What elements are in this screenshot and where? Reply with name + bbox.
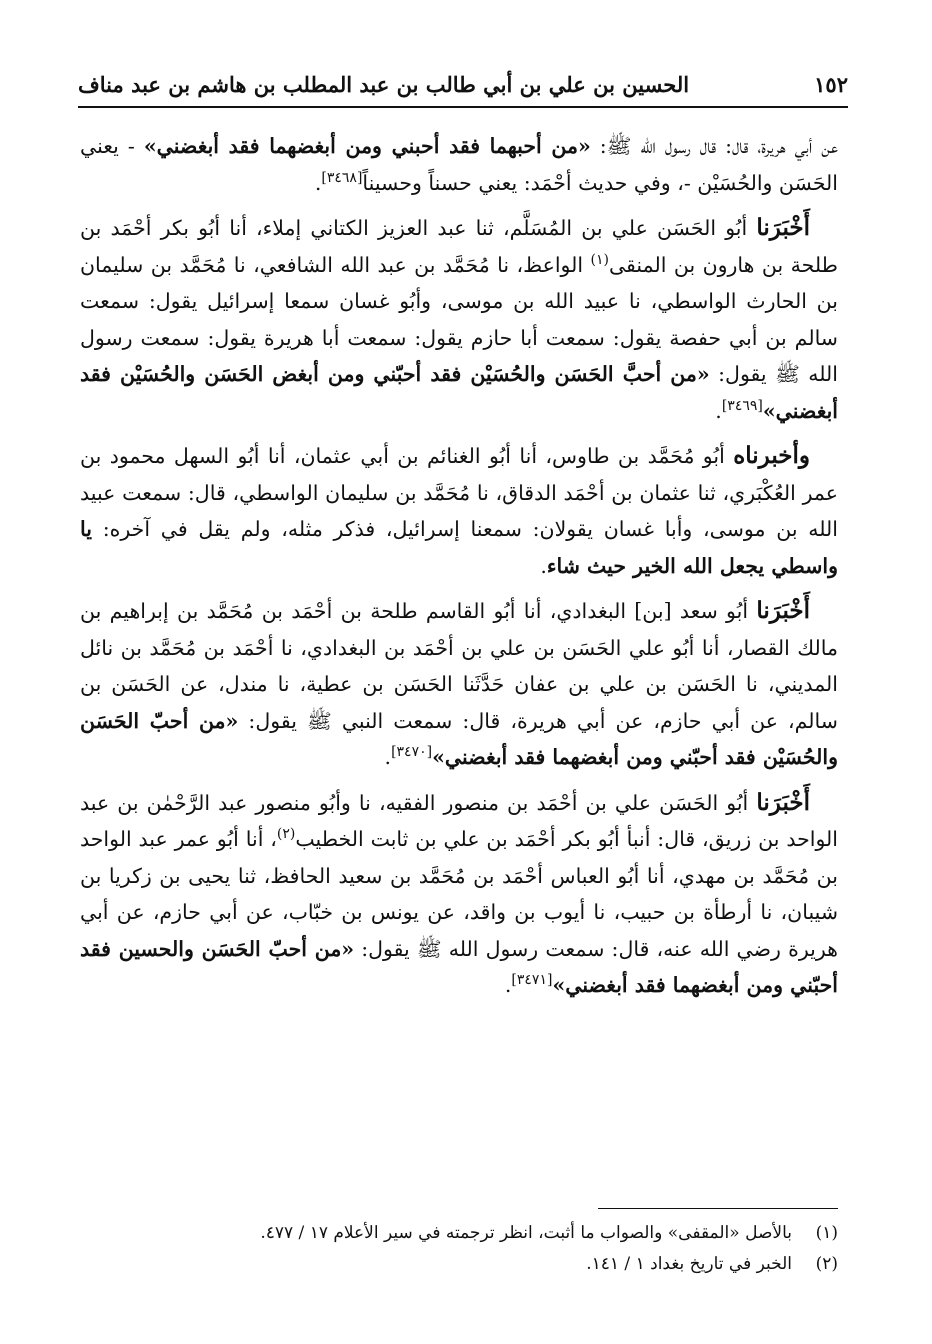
hadith-quote: يا واسطي يجعل الله الخير حيث شاء xyxy=(80,517,838,578)
footnote-text: بالأصل «المقفى» والصواب ما أثبت، انظر ترجمته في سير الأعلام ١٧ / ٤٧٧. xyxy=(260,1223,792,1243)
text-segment: أبُو مُحَمَّد بن طاوس، أنا أبُو الغنائم بن أبي عثمان، أنا أبُو السهل محمود بن عمر العُكْبَري، ثنا عثمان بن أحْمَد الدقاق، نا مُحَمَّد بن سليمان الواسطي، قال: سمعت عبيد الله بن موسى، وأبا غسان يقولان: سمعنا إسرائيل، فذكر مثله، ولم يقل في آخره: xyxy=(80,444,838,541)
text-segment: عن أبي هريرة، قال: قال رسول الله ﷺ: xyxy=(590,134,838,158)
hadith-quote: «من أحبّ الحَسَن والحُسَيْن فقد أحبّني ومن أبغضهما فقد أبغضني» xyxy=(80,708,838,769)
paragraph xyxy=(80,210,838,429)
footnote-rule xyxy=(598,1208,838,1209)
hadith-quote: «من أحبّ الحَسَن والحسين فقد أحبّني ومن أبغضهما فقد أبغضني» xyxy=(80,936,838,997)
narration-lead: أَخْبَرَنا xyxy=(756,788,810,816)
page-number: ١٥٢ xyxy=(814,71,848,97)
text-segment: . xyxy=(314,170,322,195)
footnote-number: (١) xyxy=(815,1223,838,1243)
narration-lead: وأخبرناه xyxy=(733,442,810,469)
paragraph xyxy=(80,438,838,584)
main-text xyxy=(80,128,838,1013)
narration-lead: أَخْبَرَنا xyxy=(756,214,810,241)
text-segment: أبُو سعد [بن] البغدادي، أنا أبُو القاسم طلحة بن أحْمَد بن مُحَمَّد بن إبراهيم بن مالك القصار، أنا أبُو علي الحَسَن بن علي بن أحْمَد بن البغدادي، نا أحْمَد بن مُحَمَّد بن نائل المديني، نا الحَسَن بن علي بن عفان حَدَّثَنا الحَسَن بن عطية، نا مندل، عن الحَسَن بن سالم، عن أبي حازم، عن أبي هريرة، قال: سمعت النبي ﷺ يقول: xyxy=(80,599,838,733)
text-segment: . xyxy=(715,398,722,423)
reference-number: [٣٤٦٨] xyxy=(321,169,363,186)
paragraph xyxy=(80,785,838,1004)
text-segment: أبُو الحَسَن علي بن أحْمَد بن منصور الفقيه، نا وأبُو منصور عبد الرَّحْمٰن بن عبد الواحد بن زريق، قال: أنبأ أبُو بكر أحْمَد بن علي بن ثابت الخطيب xyxy=(80,790,838,851)
narration-lead: أَخْبَرَنا xyxy=(756,597,810,624)
paragraph xyxy=(80,593,838,776)
footnotes xyxy=(150,1218,838,1280)
text-segment: أبُو الحَسَن علي بن المُسَلَّم، ثنا عبد العزيز الكتاني إملاء، أنا أبُو بكر أحْمَد بن طلحة بن هارون بن المنقى xyxy=(80,216,838,277)
footnote xyxy=(150,1218,838,1249)
reference-number: (١) xyxy=(590,251,609,268)
footnote-number: (٢) xyxy=(815,1254,838,1274)
text-segment: - يعني الحَسَن والحُسَيْن -، وفي حديث أحْمَد: يعني حسناً وحسيناً xyxy=(80,134,838,195)
hadith-quote: «من أحبهما فقد أحبني ومن أبغضهما فقد أبغضني» xyxy=(143,134,591,158)
header-rule xyxy=(78,106,848,108)
footnote xyxy=(150,1249,838,1280)
text-segment: الواعظ، نا مُحَمَّد بن عبد الله الشافعي، نا مُحَمَّد بن سليمان بن الحارث الواسطي، نا عبيد الله بن موسى، وأبُو غسان سمعا إسرائيل يقول: سمعت سالم بن أبي حفصة يقول: سمعت أبا حازم يقول: سمعت أبا هريرة يقول: سمعت رسول الله ﷺ يقول: xyxy=(80,252,839,386)
reference-number: [٣٤٦٩] xyxy=(721,397,763,414)
text-segment: . xyxy=(384,745,392,769)
reference-number: (٢) xyxy=(276,826,296,843)
reference-number: [٣٤٧٠] xyxy=(391,744,433,761)
reference-number: [٣٤٧١] xyxy=(511,972,553,989)
page-header xyxy=(78,66,848,102)
footnote-text: الخبر في تاريخ بغداد ١ / ١٤١. xyxy=(586,1254,792,1274)
paragraph xyxy=(80,128,838,201)
text-segment: . xyxy=(504,973,512,997)
text-segment: . xyxy=(540,553,547,578)
text-segment: ، أنا أبُو عمر عبد الواحد بن مُحَمَّد بن مهدي، أنا أبُو العباس أحْمَد بن مُحَمَّد بن سعيد الحافظ، ثنا يحيى بن زكريا بن شيبان، نا أرطأة بن حبيب، نا أيوب بن واقد، عن يونس بن خبّاب، عن أبي حازم، عن أبي هريرة رضي الله عنه، قال: سمعت رسول الله ﷺ يقول: xyxy=(80,827,838,961)
running-title: الحسين بن علي بن أبي طالب بن عبد المطلب بن هاشم بن عبد مناف xyxy=(78,71,690,97)
hadith-quote: «من أحبَّ الحَسَن والحُسَيْن فقد أحبّني ومن أبغض الحَسَن والحُسَيْن فقد أبغضني» xyxy=(80,362,838,423)
